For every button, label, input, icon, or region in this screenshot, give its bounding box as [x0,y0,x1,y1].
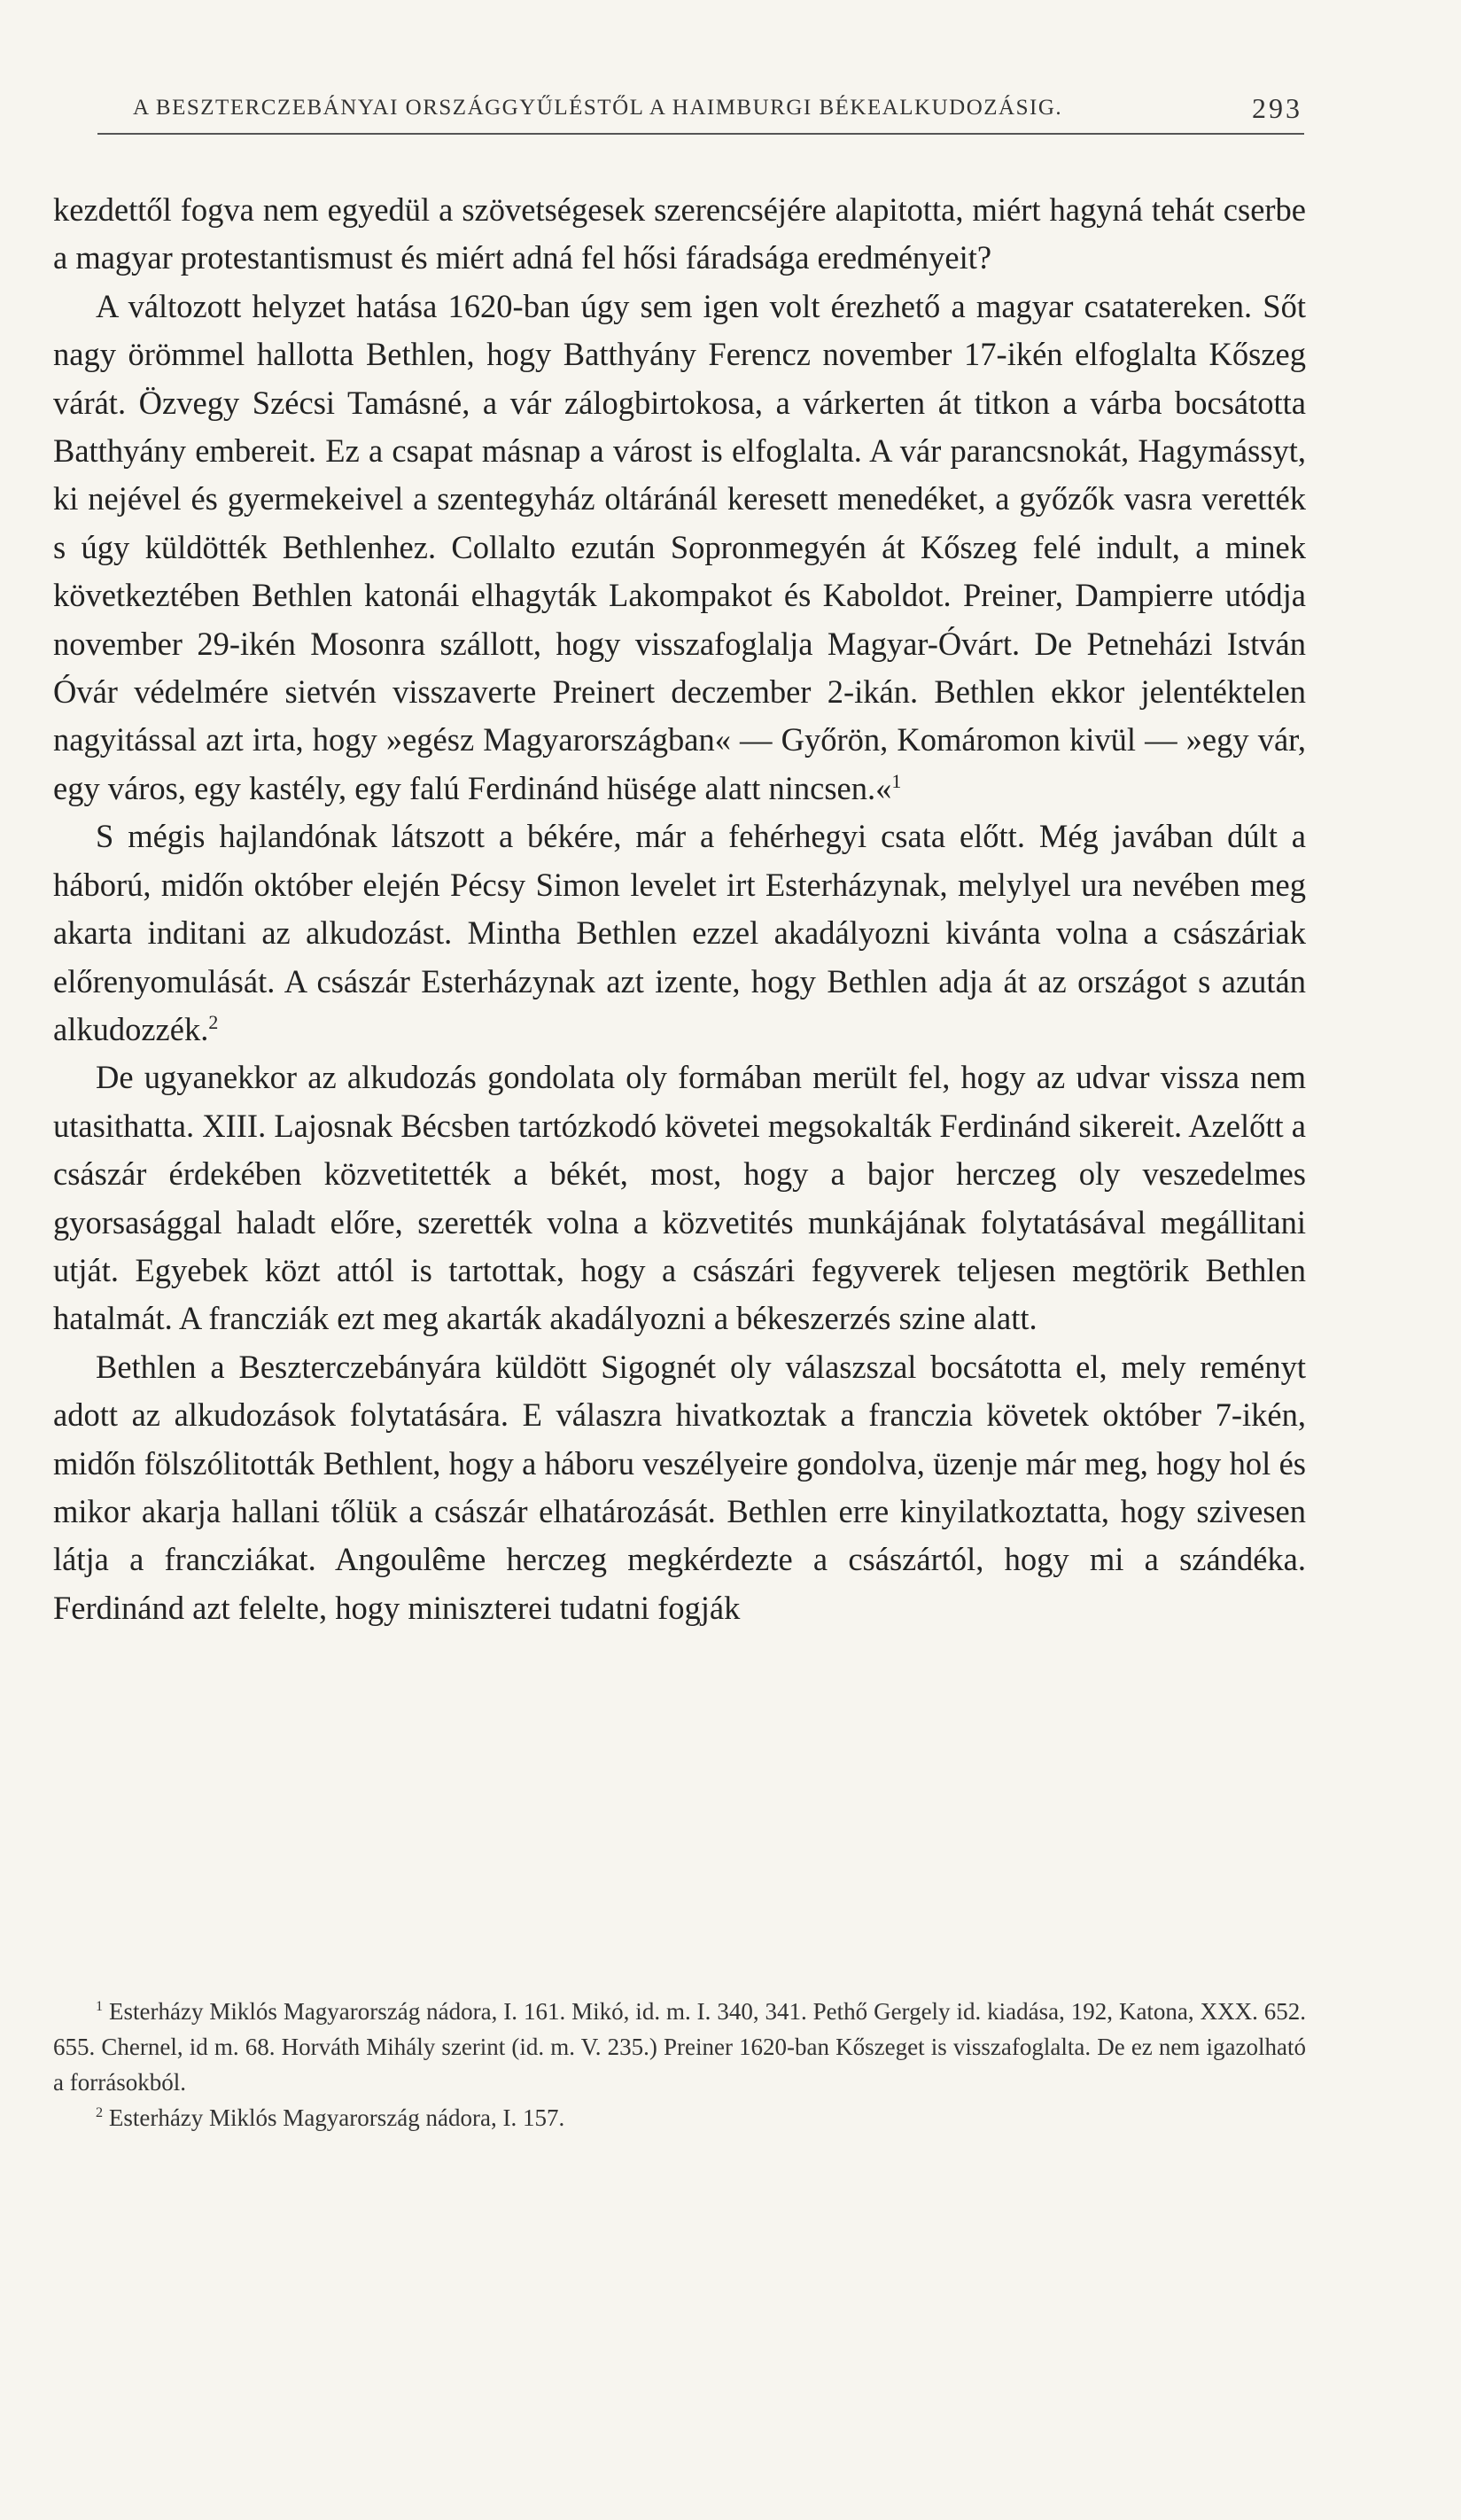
footnotes [53,1994,1306,2135]
header-rule [97,133,1304,135]
footnote-number: 1 [96,1998,104,2014]
paragraph-text: S mégis hajlandónak látszott a békére, már a fehérhegyi csata előtt. Még javában dúlt a háború, midőn október elején Pécsy Simon levelet irt Esterházynak, melylyel ura nevében meg akarta inditani az alkudozást. Mintha Bethlen ezzel akadályozni kivánta volna a császáriak előrenyomulását. A császár Esterházynak azt izente, hogy Bethlen adja át az országot s azután alkudozzék. [53,818,1306,1047]
paragraph-text: kezdettől fogva nem egyedül a szövetségesek szerencséjére alapitotta, miért hagyná tehát cserbe a magyar protestantismust és miért adná fel hősi fáradsága eredményeit? [53,191,1306,276]
paragraph [53,1343,1306,1632]
footnote-text: Esterházy Miklós Magyarország nádora, I. 161. Mikó, id. m. I. 340, 341. Pethő Gergely id. kiadása, 192, Katona, XXX. 652. 655. Chernel, id m. 68. Horváth Mihály szerint (id. m. V. 235.) Preiner 1620-ban Kőszeget is visszafoglalta. De ez nem igazolható a forrásokból. [53,1998,1306,2096]
footnote [53,2100,1306,2135]
paragraph-text: A változott helyzet hatása 1620-ban úgy sem igen volt érezhető a magyar csatatereken. Sőt nagy örömmel hallotta Bethlen, hogy Batthyány Ferencz november 17-ikén elfoglalta Kőszeg várát. Özvegy Szécsi Tamásné, a vár zálogbirtokosa, a várkerten át titkon a várba bocsátotta Batthyány embereit. Ez a csapat másnap a várost is elfoglalta. A vár parancsnokát, Hagymássyt, ki nejével és gyermekeivel a szentegyház oltáránál keresett menedéket, a győzők vasra verették s úgy küldötték Bethlenhez. Collalto ezután Sopronmegyén át Kőszeg felé indult, a minek következtében Bethlen katonái elhagyták Lakompakot és Kaboldot. Preiner, Dampierre utódja november 29-ikén Mosonra szállott, hogy visszafoglalja Magyar-Óvárt. De Petneházi István Óvár védelmére sietvén visszaverte Preinert deczember 2-ikán. Bethlen ekkor jelentéktelen nagyitással azt irta, hogy »egész Magyarországban« — Győrön, Komáromon kivül — »egy vár, egy város, egy kastély, egy falú Ferdinánd hüsége alatt nincsen.« [53,287,1306,806]
paragraph-text: Bethlen a Beszterczebányára küldött Sigognét oly válaszszal bocsátotta el, mely reményt adott az alkudozások folytatására. E válaszra hivatkoztak a franczia követek október 7-ikén, midőn fölszólitották Bethlent, hogy a háboru veszélyeire gondolva, üzenje már meg, hogy hol és mikor akarja hallani tőlük a császár elhatározását. Bethlen erre kinyilatkoztatta, hogy szivesen látja a francziákat. Angoulême herczeg megkérdezte a császártól, hogy mi a szándéka. Ferdinánd azt felelte, hogy miniszterei tudatni fogják [53,1348,1306,1626]
paragraph [53,813,1306,1054]
paragraph [53,1054,1306,1342]
footnote-number: 2 [96,2104,104,2120]
footnote-marker: 1 [891,769,902,792]
paragraph [53,186,1306,283]
footnote-marker: 2 [208,1010,219,1033]
body-text [53,186,1306,1632]
paragraph-text: De ugyanekkor az alkudozás gondolata oly formában merült fel, hogy az udvar vissza nem utasithatta. XIII. Lajosnak Bécsben tartózkodó követei megsokalták Ferdinánd sikereit. Azelőtt a császár érdekében közvetitették a békét, most, hogy a bajor herczeg oly veszedelmes gyorsasággal haladt előre, szerették volna a közvetités munkájának folytatásával megállitani utját. Egyebek közt attól is tartottak, hogy a császári fegyverek teljesen megtörik Bethlen hatalmát. A francziák ezt meg akarták akadályozni a békeszerzés szine alatt. [53,1059,1306,1337]
footnote-text: Esterházy Miklós Magyarország nádora, I. 157. [108,2104,565,2131]
running-header [133,92,1302,124]
page-number: 293 [1252,92,1302,124]
paragraph [53,283,1306,813]
footnote [53,1994,1306,2100]
running-title: A BESZTERCZEBÁNYAI ORSZÁGGYŰLÉSTŐL A HAIMBURGI BÉKEALKUDOZÁSIG. [133,96,1063,120]
